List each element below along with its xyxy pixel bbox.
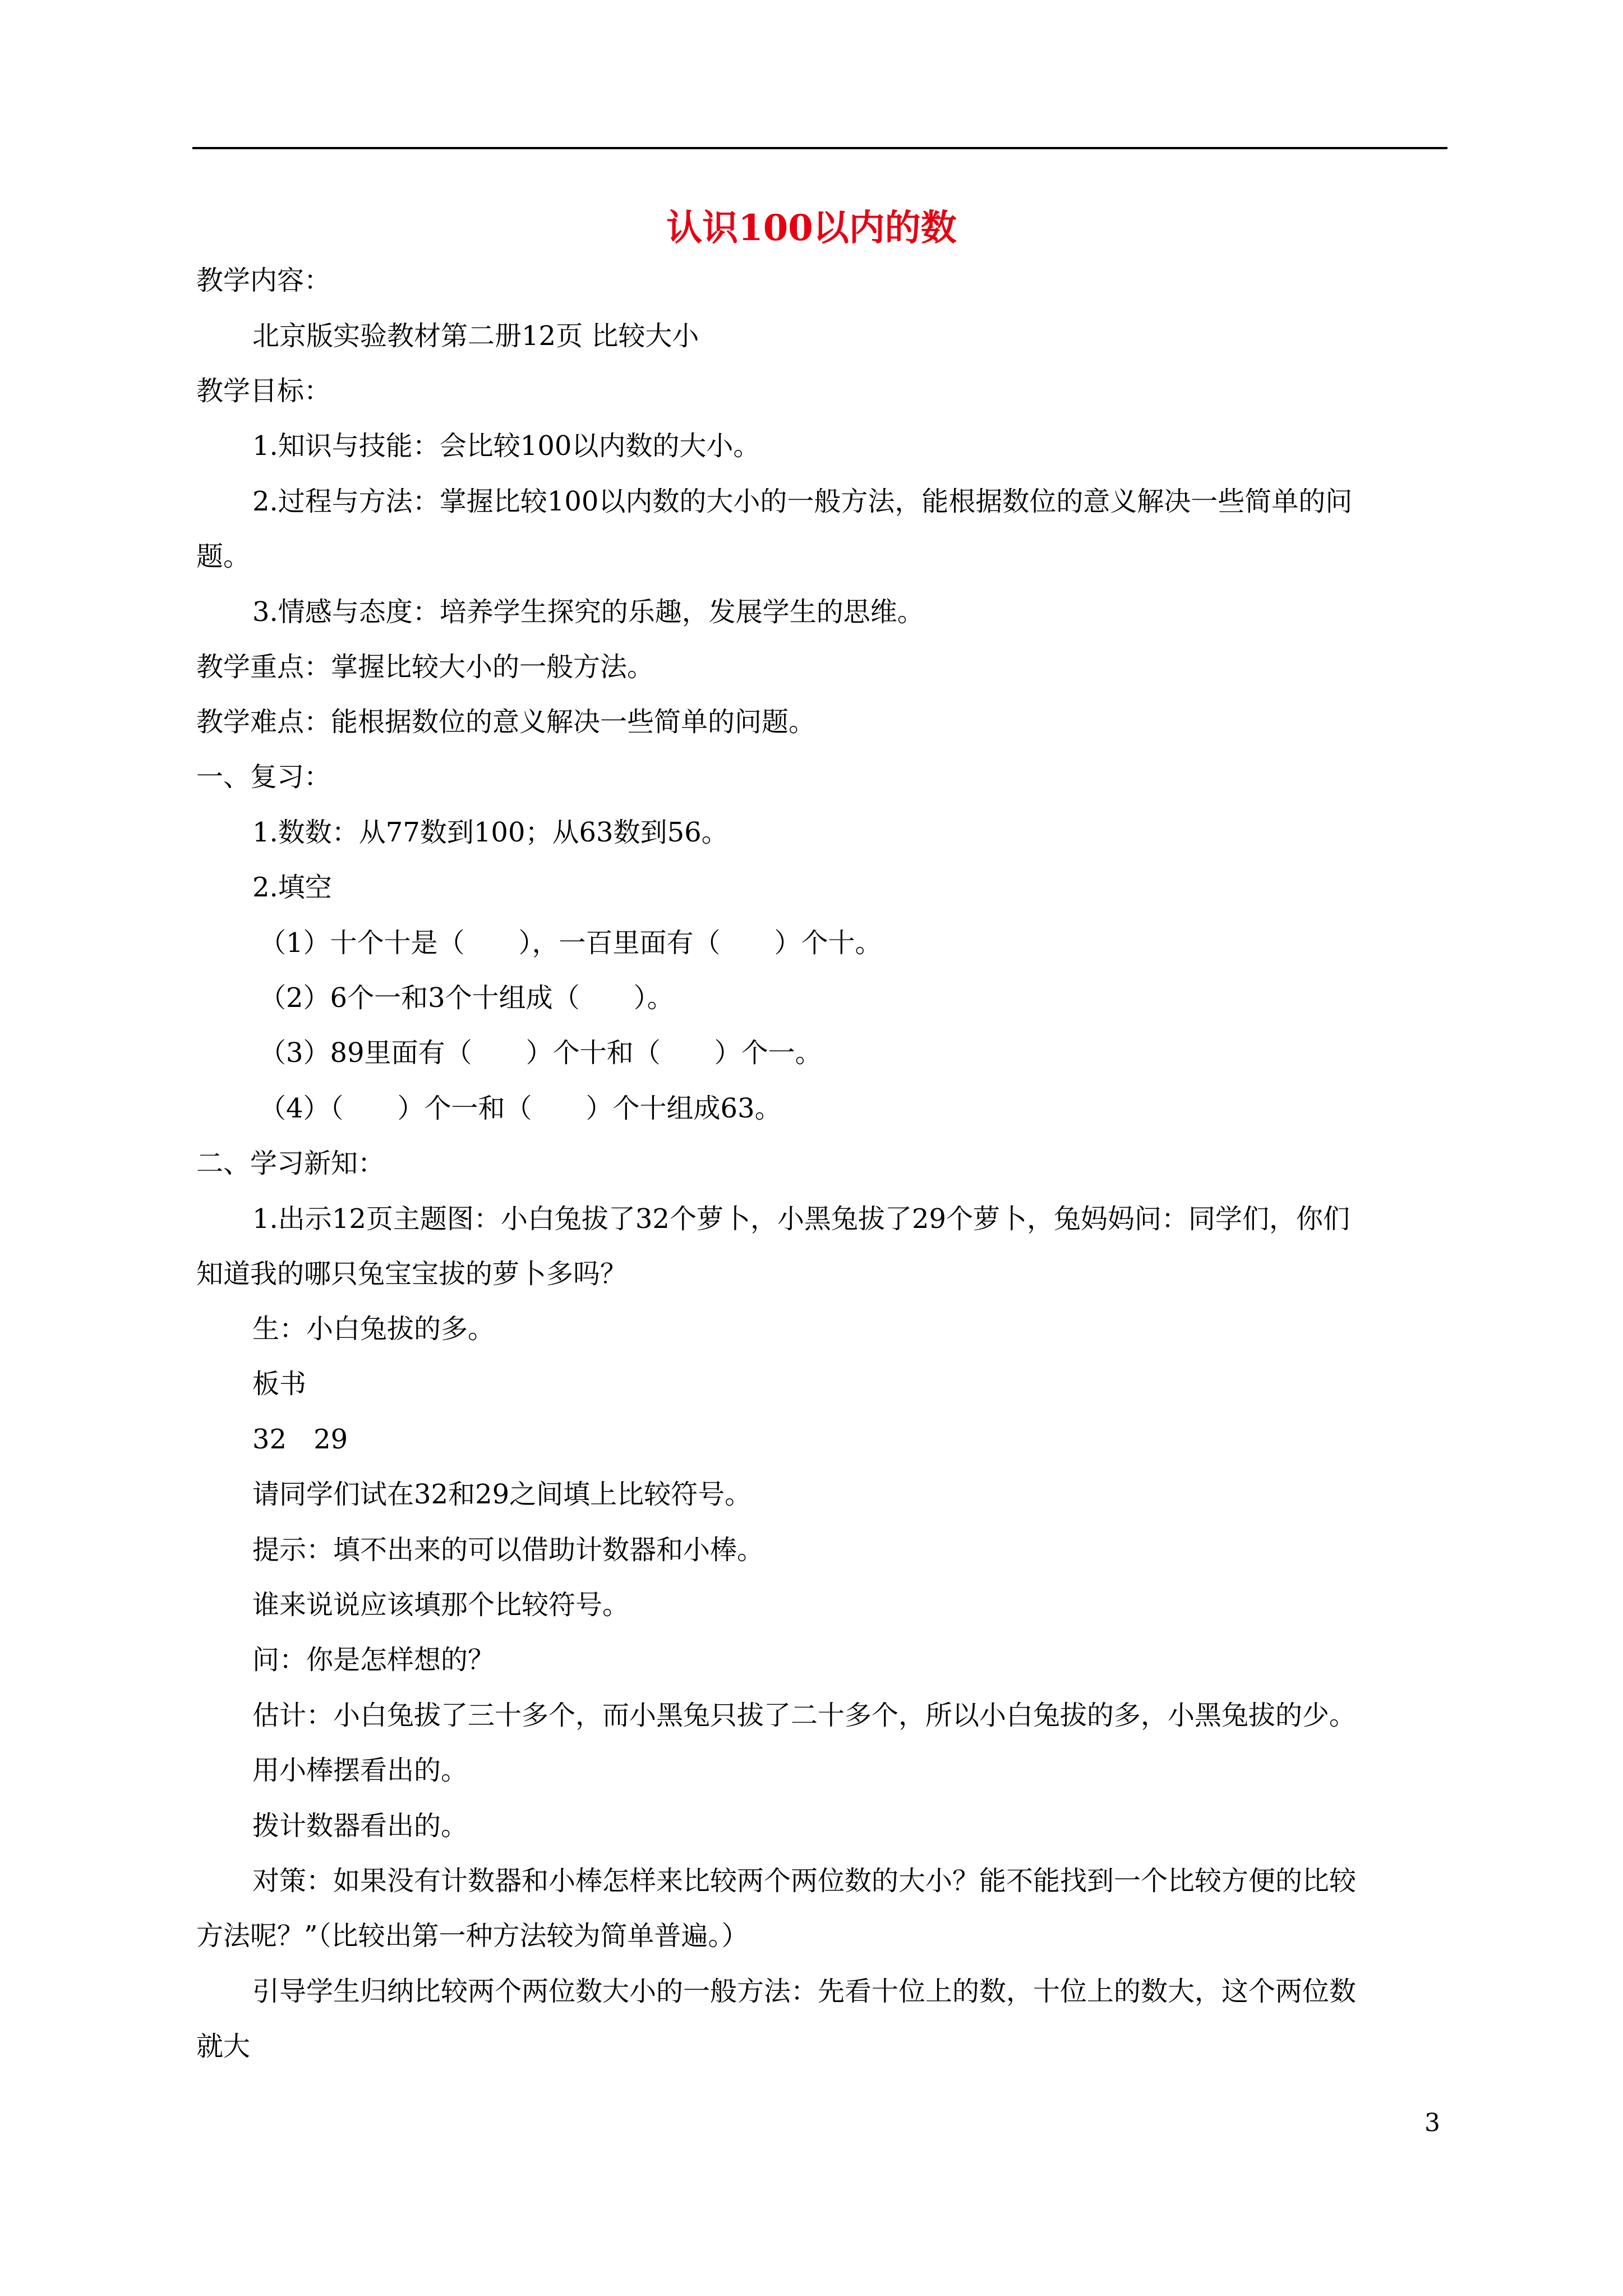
text-line: 请同学们试在32和29之间填上比较符号。 (252, 1479, 752, 1510)
text-line: 引导学生归纳比较两个两位数大小的一般方法：先看十位上的数，十位上的数大，这个两位数 (252, 1976, 1357, 2007)
text-line: 教学难点：能根据数位的意义解决一些简单的问题。 (196, 706, 816, 738)
text-line: 谁来说说应该填那个比较符号。 (252, 1589, 630, 1621)
text-line: 问：你是怎样想的？ (252, 1644, 495, 1676)
text-line: 用小棒摆看出的。 (252, 1755, 468, 1786)
text-line: 方法呢？”（比较出第一种方法较为简单普遍。） (196, 1920, 749, 1952)
text-line: 2.过程与方法：掌握比较100以内数的大小的一般方法，能根据数位的意义解决一些简单的问 (252, 486, 1353, 517)
text-line: 1.知识与技能：会比较100以内数的大小。 (252, 430, 760, 462)
text-line: 2.填空 (252, 872, 332, 903)
text-line: 知道我的哪只兔宝宝拔的萝卜多吗？ (196, 1258, 628, 1290)
text-line: （4）（ ）个一和（ ）个十组成63。 (259, 1093, 782, 1124)
text-line: 板书 (252, 1368, 307, 1400)
text-line: 教学重点：掌握比较大小的一般方法。 (196, 651, 654, 683)
text-line: 一、复习： (196, 761, 331, 793)
text-line: （2）6个一和3个十组成（ ）。 (259, 982, 674, 1014)
text-line: 北京版实验教材第二册12页 比较大小 (252, 320, 699, 352)
text-line: 教学内容： (196, 265, 331, 296)
text-line: 就大 (196, 2031, 251, 2062)
text-line: 提示：填不出来的可以借助计数器和小棒。 (252, 1534, 764, 1566)
text-line: 题。 (196, 541, 251, 572)
text-line: 对策：如果没有计数器和小棒怎样来比较两个两位数的大小？能不能找到一个比较方便的比较 (252, 1865, 1357, 1897)
text-line: 二、学习新知： (196, 1148, 385, 1179)
text-line: 1.数数：从77数到100；从63数到56。 (252, 817, 728, 848)
header-rule (192, 147, 1447, 149)
text-line: 生：小白兔拔的多。 (252, 1313, 495, 1345)
text-line: 拨计数器看出的。 (252, 1810, 468, 1842)
text-line: 32 29 (252, 1424, 348, 1455)
text-line: 3.情感与态度：培养学生探究的乐趣，发展学生的思维。 (252, 596, 924, 628)
text-line: （1）十个十是（ ），一百里面有（ ）个十。 (259, 927, 882, 959)
text-line: （3）89里面有（ ）个十和（ ）个一。 (259, 1037, 822, 1069)
text-line: 1.出示12页主题图：小白兔拔了32个萝卜，小黑兔拔了29个萝卜，兔妈妈问：同学们，你们 (252, 1203, 1350, 1235)
document-title: 认识100以内的数 (666, 207, 957, 249)
text-line: 估计：小白兔拔了三十多个，而小黑兔只拔了二十多个，所以小白兔拔的多，小黑兔拔的少。 (252, 1700, 1357, 1731)
page-number: 3 (1424, 2109, 1440, 2137)
text-line: 教学目标： (196, 375, 331, 407)
